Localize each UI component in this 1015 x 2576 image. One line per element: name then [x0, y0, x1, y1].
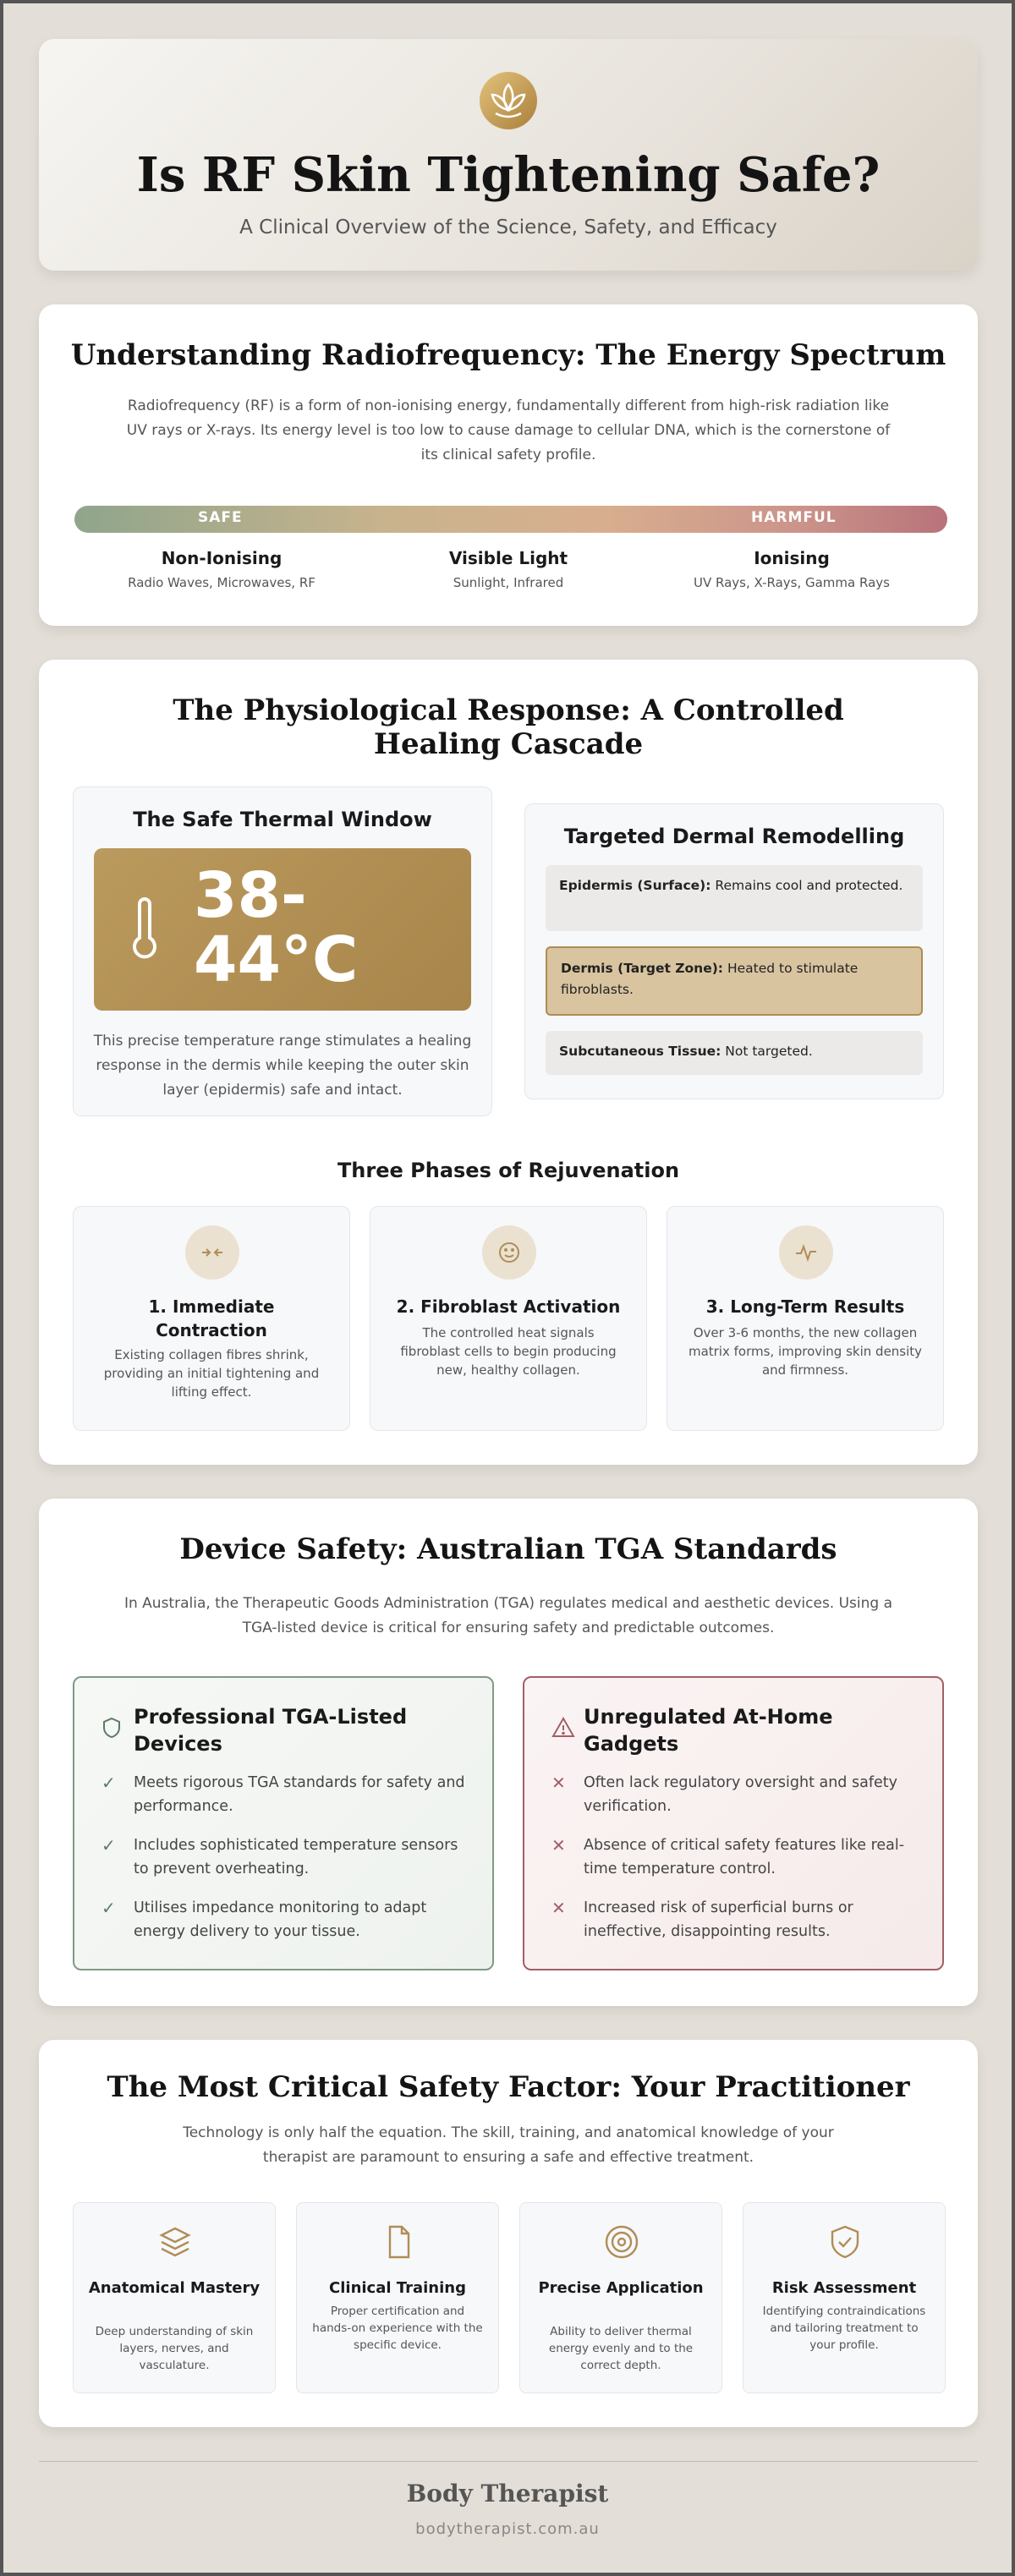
lotus-icon [479, 71, 538, 130]
shield-check-icon [826, 2223, 864, 2261]
target-icon [603, 2223, 640, 2261]
dermal-title: Targeted Dermal Remodelling [563, 825, 905, 848]
practitioner-card-desc: Identifying contraindications and tailoring treatment to your profile. [762, 2305, 926, 2352]
check-icon: ✓ [102, 1835, 116, 1855]
unregulated-item: Absence of critical safety features like real-time temperature control. [584, 1837, 905, 1877]
cross-icon: ✕ [551, 1835, 566, 1855]
document-icon [380, 2223, 417, 2261]
professional-item: Includes sophisticated temperature sensors to prevent overheating. [134, 1837, 458, 1877]
category-desc: UV Rays, X-Rays, Gamma Rays [694, 575, 890, 590]
unregulated-gadgets-card [523, 1676, 944, 1970]
skin-layer-epidermis [546, 865, 923, 931]
cross-icon: ✕ [551, 1898, 566, 1918]
professional-item: Meets rigorous TGA standards for safety and performance. [134, 1774, 465, 1815]
layer-name: Epidermis (Surface): [559, 878, 711, 893]
skin-layer-dermis [546, 946, 923, 1016]
phase-card [73, 1206, 350, 1431]
professional-devices-card [73, 1676, 494, 1970]
device-title: Device Safety: Australian TGA Standards [179, 1532, 837, 1566]
phase-title: 2. Fibroblast Activation [396, 1296, 621, 1317]
phase-desc: The controlled heat signals fibroblast cells to begin producing new, healthy collagen. [400, 1325, 617, 1378]
phase-desc: Existing collagen fibres shrink, providing an initial tightening and lifting effect. [103, 1347, 320, 1400]
device-safety-section [39, 1499, 978, 2006]
category-desc: Sunlight, Infrared [453, 575, 564, 590]
practitioner-card-desc: Proper certification and hands-on experience with the specific device. [312, 2305, 483, 2352]
temperature-display [94, 848, 471, 1011]
check-icon: ✓ [102, 1773, 116, 1793]
spectrum-section [39, 304, 978, 626]
practitioner-card-title: Clinical Training [329, 2279, 466, 2297]
safe-label: SAFE [198, 509, 243, 526]
practitioner-card-title: Precise Application [538, 2279, 704, 2297]
smile-icon [497, 1241, 521, 1264]
thermal-window-card [73, 787, 492, 1116]
pulse-icon-wrap [779, 1225, 833, 1280]
footer-divider [39, 2461, 978, 2462]
check-icon: ✓ [102, 1898, 116, 1918]
unregulated-item: Increased risk of superficial burns or ineffective, disappointing results. [584, 1899, 853, 1940]
shield-icon [102, 1717, 122, 1739]
energy-spectrum-bar [74, 506, 947, 533]
pulse-icon [794, 1241, 818, 1264]
category-title: Visible Light [448, 548, 568, 568]
practitioner-card-title: Risk Assessment [771, 2279, 917, 2297]
page-subtitle: A Clinical Overview of the Science, Safety, and Efficacy [239, 216, 777, 238]
layer-name: Dermis (Target Zone): [561, 961, 724, 976]
layer-desc: Heated to stimulate fibroblasts. [561, 961, 859, 997]
spectrum-title: Understanding Radiofrequency: The Energy Spectrum [70, 338, 946, 372]
harmful-label: HARMFUL [751, 509, 837, 526]
cross-icon: ✕ [551, 1773, 566, 1793]
professional-item: Utilises impedance monitoring to adapt energy delivery to your tissue. [134, 1899, 427, 1940]
practitioner-card-desc: Ability to deliver thermal energy evenly and to the correct depth. [548, 2325, 694, 2372]
practitioner-title: The Most Critical Safety Factor: Your Practitioner [107, 2070, 910, 2104]
category-title: Non-Ionising [161, 548, 283, 568]
footer-url[interactable]: bodytherapist.com.au [415, 2520, 600, 2538]
thermal-description: This precise temperature range stimulates a healing response in the dermis while keeping the outer skin layer (epidermis) safe and intact. [93, 1033, 472, 1099]
practitioner-card [73, 2202, 276, 2393]
spectrum-description: Radiofrequency (RF) is a form of non-ionising energy, fundamentally different from high-risk radiation like UV rays or X-rays. Its energy level is too low to cause damage to cellular DNA, which is the cornerstone of its clinical safety profile. [126, 397, 891, 463]
contract-icon-wrap [185, 1225, 239, 1280]
spectrum-category [665, 548, 919, 590]
practitioner-card [519, 2202, 722, 2393]
warning-icon [551, 1717, 575, 1739]
phase-title: 3. Long-Term Results [705, 1296, 905, 1317]
temperature-range [194, 859, 359, 996]
temperature-line: 44°C [194, 924, 359, 996]
physiology-section [39, 660, 978, 1465]
page-title: Is RF Skin Tightening Safe? [136, 147, 881, 203]
layer-desc: Remains cool and protected. [715, 878, 903, 893]
hero-section [39, 39, 978, 271]
spectrum-category [95, 548, 348, 590]
category-title: Ionising [754, 548, 830, 568]
practitioner-card [296, 2202, 499, 2393]
phase-desc: Over 3-6 months, the new collagen matrix forms, improving skin density and firmness. [688, 1325, 923, 1378]
dermal-remodelling-card [524, 803, 944, 1099]
unregulated-title: Unregulated At-Home Gadgets [584, 1705, 833, 1756]
practitioner-description: Technology is only half the equation. The skill, training, and anatomical knowledge of your therapist are paramount to ensuring a safe and effective treatment. [183, 2124, 834, 2166]
physiology-title: The Physiological Response: A Controlled Healing Cascade [173, 693, 844, 761]
practitioner-card-desc: Deep understanding of skin layers, nerves, and vasculature. [95, 2325, 254, 2372]
smile-icon-wrap [482, 1225, 536, 1280]
professional-title: Professional TGA-Listed Devices [134, 1705, 408, 1756]
phase-title: 1. Immediate Contraction [148, 1296, 275, 1340]
layers-icon [156, 2223, 194, 2261]
phase-card [667, 1206, 944, 1431]
layer-desc: Not targeted. [725, 1044, 813, 1059]
phase-card [370, 1206, 647, 1431]
practitioner-card [743, 2202, 946, 2393]
phases-title: Three Phases of Rejuvenation [337, 1159, 680, 1182]
unregulated-item: Often lack regulatory oversight and safety verification. [584, 1774, 897, 1815]
thermometer-icon [128, 897, 162, 965]
contract-icon [200, 1241, 224, 1264]
spectrum-category [381, 548, 635, 590]
thermal-title: The Safe Thermal Window [133, 808, 432, 831]
practitioner-section [39, 2040, 978, 2427]
category-desc: Radio Waves, Microwaves, RF [128, 575, 315, 590]
practitioner-card-title: Anatomical Mastery [88, 2279, 261, 2297]
layer-name: Subcutaneous Tissue: [559, 1044, 721, 1059]
footer-brand: Body Therapist [406, 2480, 609, 2507]
temperature-line: 38- [194, 859, 307, 932]
device-description: In Australia, the Therapeutic Goods Administration (TGA) regulates medical and aesthetic devices. Using a TGA-listed device is critical for ensuring safety and predictable outcomes. [123, 1595, 893, 1636]
skin-layer-subcutaneous [546, 1031, 923, 1075]
